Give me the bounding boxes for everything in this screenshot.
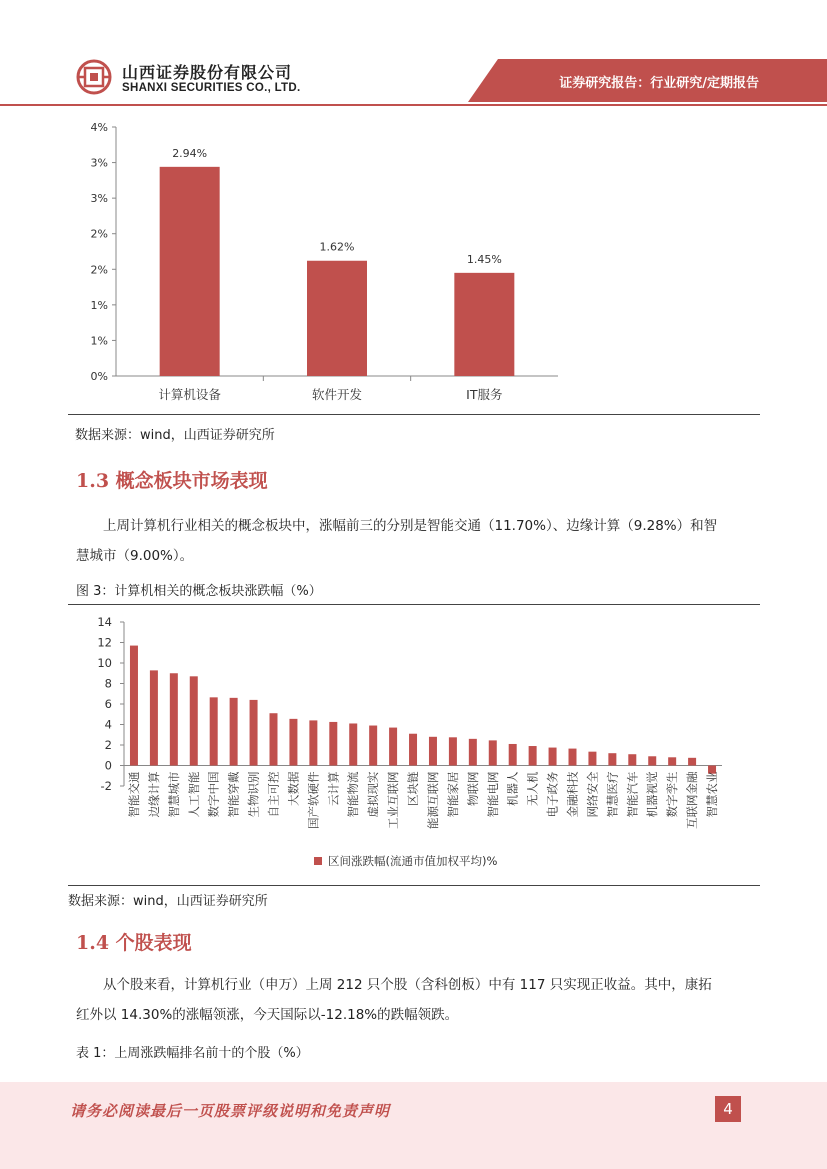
- legend-swatch: [314, 857, 322, 865]
- table-1-title: 表 1：上周涨跌幅排名前十的个股（%）: [76, 1046, 309, 1061]
- x-category-label: 智慧农业: [705, 771, 720, 818]
- company-name-en: SHANXI SECURITIES CO., LTD.: [122, 82, 301, 94]
- bar: [588, 752, 596, 766]
- bar: [409, 734, 417, 766]
- x-category-label: 机器视觉: [645, 771, 660, 818]
- x-category-label: 网络安全: [585, 771, 600, 818]
- bar: [429, 737, 437, 766]
- bar: [170, 673, 178, 765]
- x-category-label: 能源互联网: [425, 771, 440, 829]
- x-category-label: 大数据: [286, 771, 301, 806]
- x-category-label: 虚拟现实: [366, 771, 381, 818]
- page-footer: [0, 1082, 827, 1169]
- y-tick-label: 6: [104, 697, 112, 711]
- x-category-label: 智能穿戴: [226, 771, 241, 818]
- section-1-3-heading: 1.3 概念板块市场表现: [76, 470, 268, 492]
- bar: [309, 720, 317, 765]
- x-category-label: 互联网金融: [685, 771, 700, 829]
- x-category-label: 智能交通: [126, 771, 141, 818]
- x-category-label: 工业互联网: [386, 771, 401, 829]
- para-line: 上周计算机行业相关的概念板块中，涨幅前三的分别是智能交通（11.70%）、边缘计算（9.28%）和智: [103, 518, 718, 534]
- bar: [668, 757, 676, 765]
- x-category-label: 计算机设备: [158, 387, 221, 402]
- x-category-label: 软件开发: [311, 387, 363, 402]
- x-category-label: 生物识别: [246, 771, 261, 818]
- x-category-label: 国产软硬件: [306, 771, 321, 829]
- bar: [628, 754, 636, 765]
- bar: [454, 273, 514, 376]
- bar-data-label: 2.94%: [172, 146, 208, 160]
- bar: [289, 719, 297, 766]
- y-tick-label: 0%: [90, 370, 108, 383]
- y-tick-label: 2: [104, 738, 112, 752]
- bar: [688, 758, 696, 766]
- y-tick-label: 2%: [90, 263, 108, 277]
- x-category-label: 电子政务: [545, 771, 560, 818]
- bar: [509, 744, 517, 766]
- bar: [648, 756, 656, 765]
- x-category-label: 金融科技: [565, 771, 580, 818]
- bar: [608, 753, 616, 765]
- y-tick-label: 12: [97, 635, 112, 650]
- y-tick-label: -2: [100, 779, 112, 793]
- x-category-label: 智慧城市: [166, 771, 181, 818]
- bar: [549, 748, 557, 766]
- y-tick-label: 1%: [90, 334, 108, 348]
- x-category-label: 智能汽车: [625, 771, 640, 818]
- bar: [369, 726, 377, 766]
- x-category-label: 智能物流: [346, 771, 361, 818]
- page-header: [0, 0, 827, 110]
- chart1-source: 数据来源：wind，山西证券研究所: [75, 428, 275, 443]
- bar: [190, 676, 198, 765]
- x-category-label: 智能家居: [445, 771, 460, 818]
- bar: [529, 746, 537, 765]
- bar: [449, 737, 457, 765]
- bar: [270, 713, 278, 765]
- y-tick-label: 3%: [90, 156, 108, 170]
- shanxi-securities-logo-icon: [76, 59, 112, 95]
- report-type-label: 证券研究报告：行业研究/定期报告: [559, 76, 759, 91]
- legend-label: 区间涨跌幅(流通市值加权平均)%: [328, 854, 498, 868]
- concept-sector-bar-chart: [68, 608, 758, 880]
- x-category-label: 云计算: [326, 771, 341, 806]
- x-category-label: 无人机: [525, 771, 540, 806]
- y-tick-label: 3%: [90, 192, 108, 206]
- header-divider: [0, 104, 827, 106]
- x-category-label: 自主可控: [266, 771, 281, 818]
- x-category-label: 智慧医疗: [605, 771, 620, 818]
- bar: [150, 670, 158, 765]
- figure-3-title: 图 3：计算机相关的概念板块涨跌幅（%）: [76, 584, 322, 599]
- bar: [469, 739, 477, 766]
- section-1-4-heading: 1.4 个股表现: [76, 932, 192, 954]
- bar-data-label: 1.62%: [319, 240, 355, 254]
- industry-bar-chart: [72, 116, 572, 412]
- x-category-label: 智能电网: [485, 771, 500, 818]
- bar: [230, 698, 238, 766]
- x-category-label: 区块链: [406, 771, 421, 806]
- y-tick-label: 8: [104, 676, 112, 691]
- section-1-3-paragraph: [76, 511, 752, 571]
- bar: [389, 728, 397, 766]
- bar: [307, 261, 367, 376]
- bar: [349, 723, 357, 765]
- disclaimer-text: 请务必阅读最后一页股票评级说明和免责声明: [70, 1102, 391, 1120]
- company-name-cn: 山西证券股份有限公司: [122, 63, 293, 82]
- y-tick-label: 4: [104, 717, 112, 732]
- y-tick-label: 14: [97, 615, 112, 629]
- chart1-bottom-rule: [68, 414, 760, 415]
- bar: [489, 740, 497, 765]
- para-line: 从个股来看，计算机行业（申万）上周 212 只个股（含科创板）中有 117 只实现正收益。其中，康拓: [103, 977, 712, 993]
- chart2-source: 数据来源：wind，山西证券研究所: [68, 894, 268, 909]
- bar-data-label: 1.45%: [466, 252, 502, 266]
- y-tick-label: 0: [104, 758, 112, 773]
- bar: [210, 697, 218, 765]
- x-category-label: 物联网: [465, 771, 480, 806]
- bar: [160, 167, 220, 376]
- x-category-label: IT服务: [466, 387, 503, 402]
- y-tick-label: 2%: [90, 227, 108, 241]
- x-category-label: 机器人: [505, 771, 520, 806]
- para-line: 红外以 14.30%的涨幅领涨，今天国际以-12.18%的跌幅领跌。: [76, 1007, 459, 1023]
- bar: [569, 749, 577, 766]
- x-category-label: 人工智能: [186, 771, 201, 818]
- bar: [130, 646, 138, 766]
- y-tick-label: 1%: [90, 298, 108, 312]
- chart2-top-rule: [68, 604, 760, 605]
- bar: [329, 722, 337, 766]
- x-category-label: 边缘计算: [146, 771, 161, 818]
- x-category-label: 数字孪生: [665, 771, 680, 818]
- y-tick-label: 10: [97, 656, 112, 670]
- bar: [250, 700, 258, 766]
- para-line: 慧城市（9.00%）。: [76, 548, 194, 564]
- chart2-bottom-rule: [68, 885, 760, 886]
- section-1-4-paragraph: [76, 970, 752, 1030]
- x-category-label: 数字中国: [206, 771, 221, 818]
- y-tick-label: 4%: [90, 121, 108, 134]
- page-number: 4: [715, 1096, 741, 1122]
